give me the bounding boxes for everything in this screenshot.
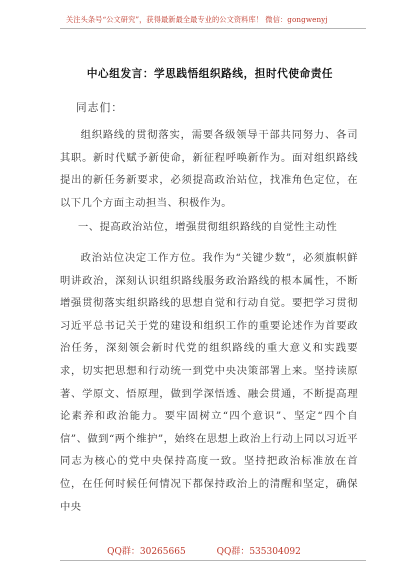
footer-divider [60,560,366,561]
intro-paragraph: 组织路线的贯彻落实，需要各级领导干部共同努力、各司其职。新时代赋予新使命，新征程呼唤新作为。面对组织路线提出的新任务新要求，必须提高政治站位，找准角色定位，在以下几个方面主动担当、积极作为。 [60,129,358,209]
footer-qq-group-1: QQ群：30265665 [107,547,186,557]
header-divider [60,28,366,29]
footer-qq-group-2: QQ群：535304092 [216,547,301,557]
section-heading: 一、提高政治站位，增强贯彻组织路线的自觉性主动性 [78,221,338,233]
document-title: 中心组发言：学思践悟组织路线，担时代使命责任 [86,68,334,80]
header-notice: 关注头条号“公文研究”，获得最新最全最专业的公文资料库！ 微信：gongwenyj [66,15,328,24]
body-paragraph: 政治站位决定工作方位。我作为“关键少数”，必须旗帜鲜明讲政治，深刻认识组织路线服务政治路线的根本属性，不断增强贯彻落实组织路线的思想自觉和行动自觉。要把学习贯彻习近平总书记关于党的建设和组织工作的重要论述作为首要政治任务，深刻领会新时代党的组织路线的重大意义和实践要求，切实把思想和行动统一到党中央决策部署上来。坚持读原著、学原文、悟原理，做到学深悟透、融会贯通，不断提高理论素养和政治能力。要牢固树立“四个意识”、坚定“四个自信”、做到“两个维护”，始终在思想上政治上行动上同以习近平同志为核心的党中央保持高度一致。坚持把政治标准放在首位，在任何时候任何情况下都保持政治上的清醒和坚定，确保中央 [60,252,358,513]
salutation: 同志们： [76,102,124,114]
footer-contact [0,544,408,557]
